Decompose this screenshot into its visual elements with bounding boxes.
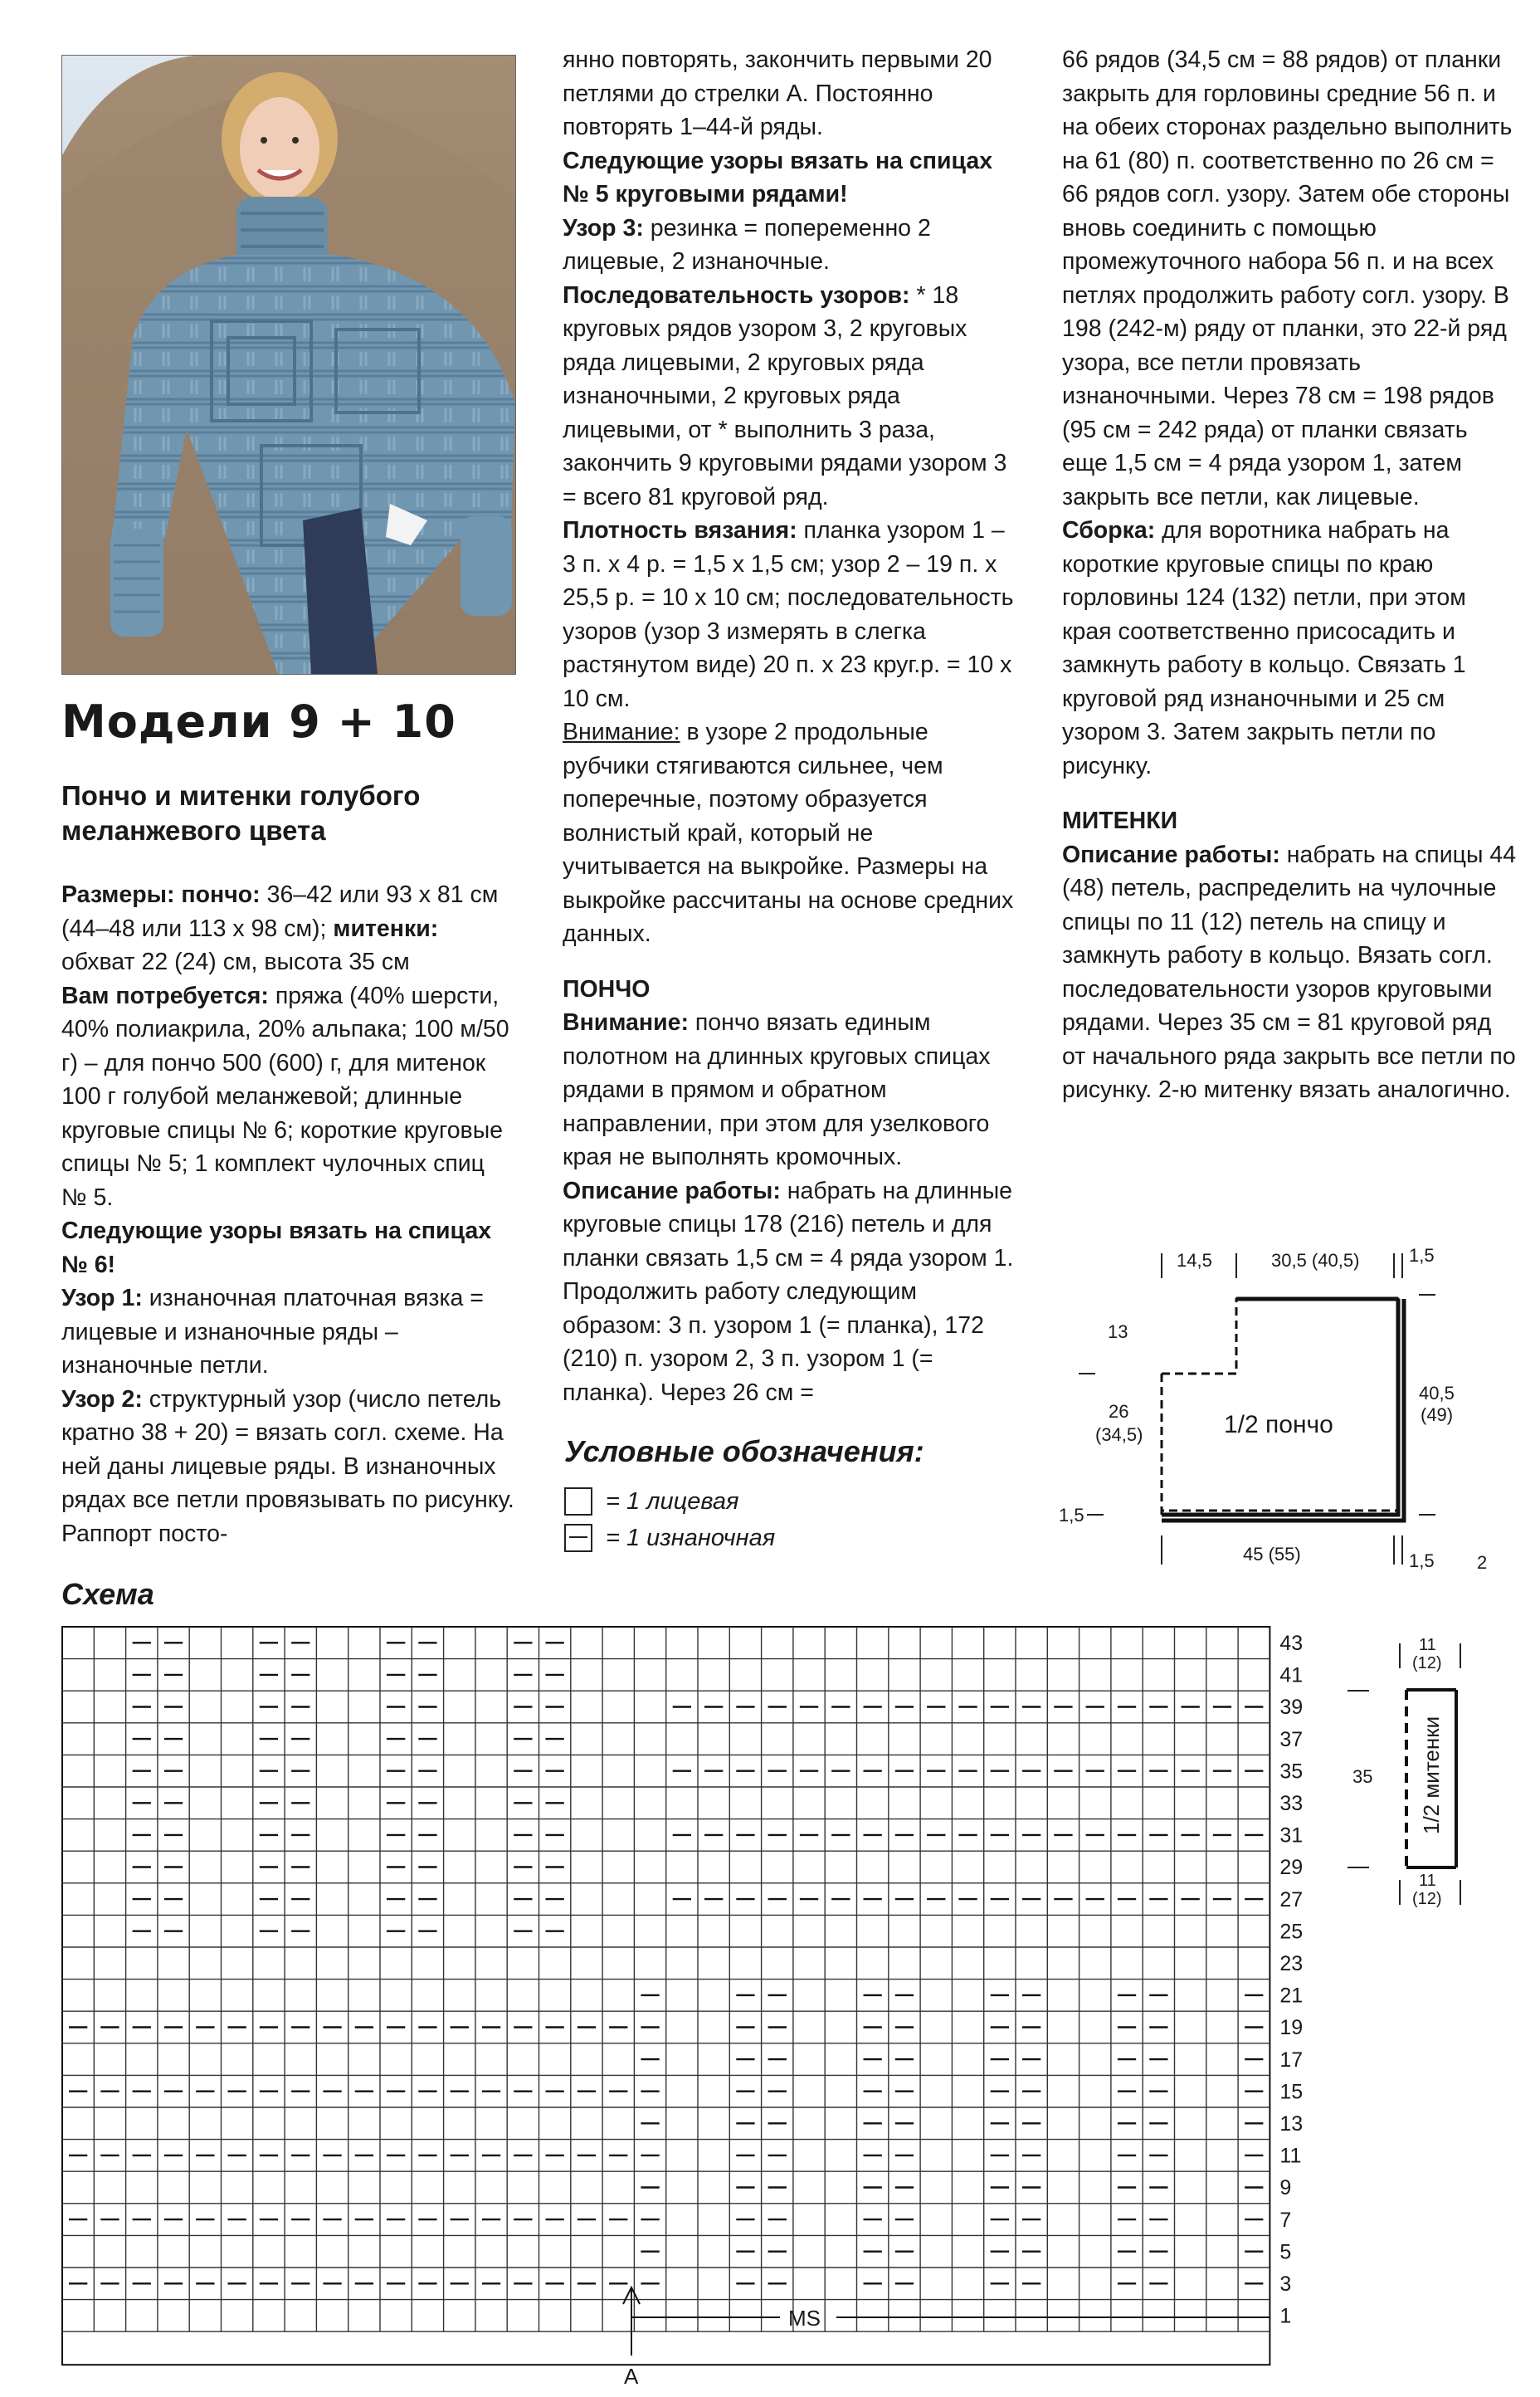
legend-knit-label: = 1 лицевая xyxy=(606,1487,739,1515)
mitten-label: 1/2 митенки xyxy=(1419,1716,1444,1834)
model-photo xyxy=(61,55,516,675)
legend-purl xyxy=(564,1524,775,1552)
row-label: 27 xyxy=(1279,1887,1304,1911)
paragraph xyxy=(1062,514,1517,783)
bold-term: Узор 2: xyxy=(61,1385,143,1413)
text-run: пончо вязать единым полотном на длинных круговых спицах рядами в прямом и обратном направлении, при этом для узелкового края не выполнять кромочных. xyxy=(563,1009,991,1170)
text-column-1 xyxy=(61,878,514,1550)
legend-purl-label: = 1 изнаночная xyxy=(606,1524,776,1551)
dim-top-mid: 30,5 (40,5) xyxy=(1271,1250,1360,1271)
text-run: янно повторять, закончить первыми 20 петлями до стрелки А. Постоянно повторять 1–44-й ряды. xyxy=(563,46,992,140)
text-run: набрать на длинные круговые спицы 178 (216) петель и для планки связать 1,5 см = 4 ряда узором 1. Продолжить работу следующим образом: 3 п. узором 1 (= планка), 172 (210) п. узором 2, 3 п. узором 1 (= планка). Через 26 см = xyxy=(563,1177,1014,1406)
row-label: 21 xyxy=(1279,1984,1304,2008)
paragraph xyxy=(563,144,1017,212)
paragraph xyxy=(61,878,514,979)
text-run: 36–42 или 93 х 81 см (44–48 или 113 х 98 см); xyxy=(61,881,499,942)
row-label: 7 xyxy=(1279,2208,1292,2232)
bold-term: Последовательность узоров: xyxy=(563,281,910,309)
row-label: 1 xyxy=(1279,2304,1292,2328)
text-run: * 18 круговых рядов узором 3, 2 круговых ряда лицевыми, 2 круговых ряда изнаночными, 2 круговых ряда лицевыми, от * выполнить 3 раза, закончить 9 круговыми рядами узором 3 = всего 81 круговой ряд. xyxy=(563,281,1007,510)
row-label: 23 xyxy=(1279,1952,1304,1975)
dim-top-right: 1,5 xyxy=(1409,1245,1435,1266)
row-label: 41 xyxy=(1279,1663,1304,1687)
paragraph xyxy=(1062,838,1517,1107)
poncho-schematic xyxy=(1054,1237,1518,1585)
dim-left-upper: 13 xyxy=(1108,1321,1128,1342)
paragraph xyxy=(563,715,1017,951)
paragraph xyxy=(563,514,1017,715)
bold-term: МИТЕНКИ xyxy=(1062,808,1178,834)
text-run: набрать на спицы 44 (48) петель, распределить на чулочные спицы по 11 (12) петель на спицу и замкнуть работу в кольцо. Вязать согл. последовательности узоров круговыми рядами. Через 35 см = 81 круговой ряд от начального ряда закрыть все петли по рисунку. 2-ю митенку вязать аналогично. xyxy=(1062,841,1517,1103)
bold-term: Следующие узоры вязать на спицах № 5 круговыми рядами! xyxy=(563,147,993,207)
arrow-a-label: A xyxy=(624,2364,639,2389)
bold-term: Описание работы: xyxy=(563,1177,781,1204)
mitten-dim-top-2: (12) xyxy=(1412,1654,1442,1672)
legend-title: Условные обозначения: xyxy=(564,1434,924,1468)
paragraph xyxy=(563,212,1017,279)
bold-term: Внимание: xyxy=(563,1009,689,1036)
text-run: обхват 22 (24) см, высота 35 см xyxy=(61,949,410,975)
paragraph xyxy=(563,279,1017,515)
text-run: структурный узор (число петель кратно 38 + 20) = вязать согл. схеме. На ней даны лицевые ряды. В изнаночных рядах все петли провязывать по рисунку. Раппорт посто- xyxy=(61,1385,514,1547)
bold-term: Узор 1: xyxy=(61,1285,143,1311)
subtitle-line-1: Пончо и митенки голубого xyxy=(61,780,421,811)
bold-term: Плотность вязания: xyxy=(563,517,797,544)
mitten-dim-bottom-1: 11 xyxy=(1419,1872,1436,1890)
paragraph xyxy=(563,43,1017,144)
model-title: Модели 9 + 10 xyxy=(61,696,456,748)
dim-left-bottom: 1,5 xyxy=(1059,1505,1084,1526)
row-label: 29 xyxy=(1279,1856,1304,1880)
dim-top-left: 14,5 xyxy=(1177,1250,1212,1271)
text-run: пряжа (40% шерсти, 40% полиакрила, 20% альпака; 100 м/50 г) – для пончо 500 (600) г, для митенок 100 г голубой меланжевой; длинные круговые спицы № 6; короткие круговые спицы № 5; 1 комплект чулочных спиц № 5. xyxy=(61,982,509,1211)
mitten-dim-height: 35 xyxy=(1352,1766,1373,1787)
model-subtitle xyxy=(61,779,509,848)
text-run: для воротника набрать на короткие круговые спицы по краю горловины 124 (132) петли, при этом края соответственно присосадить и замкнуть работу в кольцо. Связать 1 круговой ряд изнаночными и 25 см узором 3. Затем закрыть петли по рисунку. xyxy=(1062,517,1466,779)
bold-term: Описание работы: xyxy=(1062,841,1280,868)
row-label: 11 xyxy=(1279,2144,1302,2168)
poncho-photo-illustration xyxy=(62,56,515,674)
bold-term: Сборка: xyxy=(1062,517,1156,544)
text-column-2 xyxy=(563,43,1017,1409)
row-label: 33 xyxy=(1279,1792,1304,1815)
bold-term: Вам потребуется: xyxy=(61,982,269,1009)
text-run: резинка = попеременно 2 лицевые, 2 изнаночные. xyxy=(563,214,931,275)
row-label: 25 xyxy=(1279,1920,1304,1944)
row-label: 15 xyxy=(1279,2080,1304,2104)
row-label: 39 xyxy=(1279,1696,1304,1720)
row-label: 9 xyxy=(1279,2176,1292,2200)
paragraph xyxy=(563,1006,1017,1174)
paragraph xyxy=(61,979,514,1215)
mitten-schematic xyxy=(1336,1627,1502,1909)
bold-term: Размеры: пончо: xyxy=(61,881,261,908)
knit-symbol-icon xyxy=(564,1487,592,1516)
paragraph xyxy=(563,1174,1017,1410)
chart-row-labels xyxy=(1279,1632,1303,2328)
dim-left-mid-2: (34,5) xyxy=(1095,1424,1143,1445)
row-label: 13 xyxy=(1279,2112,1304,2136)
text-run: 66 рядов (34,5 см = 88 рядов) от планки закрыть для горловины средние 56 п. и на обеих сторонах раздельно выполнить на 61 (80) п. соответственно по 26 см = 66 рядов согл. узору. Затем обе стороны вновь соединить с помощью промежуточного набора 56 п. и на всех петлях продолжить работу согл. узору. В 198 (242-м) ряду от планки, это 22-й ряд узора, все петли провязать изнаночными. Через 78 см = 198 рядов (95 см = 242 ряда) от планки связать еще 1,5 см = 4 ряда узором 1, затем закрыть все петли, как лицевые. xyxy=(1062,46,1513,510)
dim-right-2: (49) xyxy=(1421,1404,1454,1425)
bold-term: Узор 3: xyxy=(563,214,644,242)
bold-term: митенки: xyxy=(333,915,439,942)
scheme-title: Схема xyxy=(61,1577,154,1611)
row-label: 35 xyxy=(1279,1760,1304,1784)
paragraph xyxy=(1062,43,1517,514)
paragraph xyxy=(61,1214,514,1281)
row-label: 19 xyxy=(1279,2016,1304,2040)
subtitle-line-2: меланжевого цвета xyxy=(61,815,326,846)
section-heading xyxy=(1062,804,1517,838)
row-label: 31 xyxy=(1279,1823,1304,1848)
paragraph xyxy=(61,1383,514,1551)
text-run: планка узором 1 – 3 п. х 4 р. = 1,5 х 1,5 см; узор 2 – 19 п. х 25,5 р. = 10 х 10 см; последовательность узоров (узор 3 измерять в слегка растянутом виде) 20 п. х 23 круг.р. = 10 х 10 см. xyxy=(563,517,1014,712)
section-heading xyxy=(563,973,1017,1007)
paragraph xyxy=(61,1281,514,1383)
poncho-label: 1/2 пончо xyxy=(1224,1411,1333,1438)
row-label: 37 xyxy=(1279,1727,1304,1751)
row-label: 17 xyxy=(1279,2048,1304,2072)
text-run: в узоре 2 продольные рубчики стягиваются сильнее, чем поперечные, поэтому образуется волнистый край, который не учитывается на выкройке. Размеры на выкройке рассчитаны на основе средних данных. xyxy=(563,719,1014,947)
bold-term: Следующие узоры вязать на спицах № 6! xyxy=(61,1218,492,1278)
ms-label: MS xyxy=(788,2306,821,2331)
mitten-dim-top-1: 11 xyxy=(1419,1636,1436,1654)
chart-grid xyxy=(62,1627,1270,2365)
purl-symbol-icon xyxy=(564,1524,592,1552)
legend-knit xyxy=(564,1487,739,1516)
dim-bottom-mid: 45 (55) xyxy=(1243,1544,1301,1565)
text-column-3 xyxy=(1062,43,1517,1107)
text-run: изнаночная платочная вязка = лицевые и изнаночные ряды – изнаночные петли. xyxy=(61,1285,484,1379)
dim-left-mid-1: 26 xyxy=(1109,1401,1129,1422)
knitting-chart xyxy=(58,1618,1319,2390)
dim-bottom-right: 1,5 xyxy=(1409,1550,1435,1571)
row-label: 5 xyxy=(1279,2240,1292,2264)
dim-right-1: 40,5 xyxy=(1419,1383,1455,1404)
page-number: 2 xyxy=(1477,1552,1488,1573)
row-label: 43 xyxy=(1279,1632,1304,1655)
bold-term: ПОНЧО xyxy=(563,975,651,1003)
mitten-dim-bottom-2: (12) xyxy=(1412,1890,1442,1908)
underlined-term: Внимание: xyxy=(563,719,680,745)
row-label: 3 xyxy=(1279,2273,1292,2296)
